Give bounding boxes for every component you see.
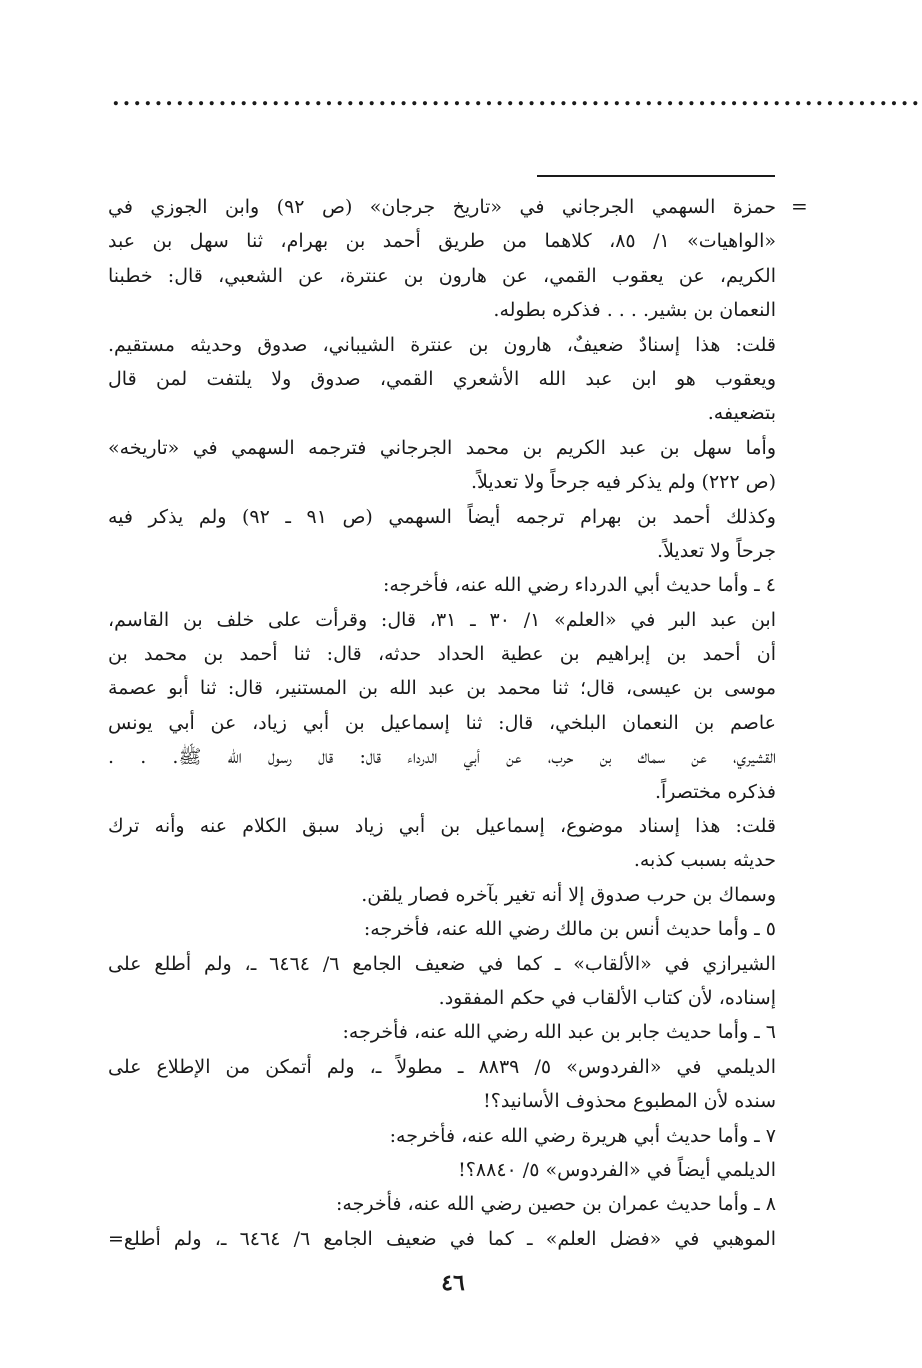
text-line: حديثه بسبب كذبه. bbox=[633, 849, 776, 872]
text-line: الموهبي في «فضل العلم» ـ كما في ضعيف الجامع ٦/ ٦٤٦٤ ـ، ولم أطلع= bbox=[108, 1227, 776, 1250]
text-line: سنده لأن المطبوع محذوف الأسانيد؟! bbox=[483, 1090, 776, 1113]
text-line: وسماك بن حرب صدوق إلا أنه تغير بآخره فصار يلقن. bbox=[361, 883, 776, 906]
footnote-text bbox=[108, 190, 776, 1256]
text-line: عاصم بن النعمان البلخي، قال: ثنا إسماعيل بن أبي زياد، عن أبي يونس bbox=[108, 711, 776, 734]
text-line: أن أحمد بن إبراهيم بن عطية الحداد حدثه، قال: ثنا أحمد بن محمد بن bbox=[108, 643, 776, 666]
text-line: وأما سهل بن عبد الكريم بن محمد الجرجاني فترجمه السهمي في «تاريخه» bbox=[108, 436, 776, 459]
text-line: بتضعيفه. bbox=[707, 402, 776, 425]
footnote-separator bbox=[537, 175, 775, 177]
footnote-continuation-mark: = bbox=[791, 194, 808, 218]
text-line: الديلمي في «الفردوس» ٥/ ٨٨٣٩ ـ مطولاً ـ، ولم أتمكن من الإطلاع على bbox=[108, 1055, 776, 1078]
text-line: موسى بن عيسى، قال؛ ثنا محمد بن عبد الله بن المستنير، قال: ثنا أبو عصمة bbox=[108, 677, 776, 700]
text-line: قلت: هذا إسنادٌ ضعيفٌ، هارون بن عنترة الشيباني، صدوق وحديثه مستقيم. bbox=[108, 333, 776, 356]
text-line: جرحاً ولا تعديلاً. bbox=[657, 539, 776, 562]
text-line: ٦ ـ وأما حديث جابر بن عبد الله رضي الله عنه، فأخرجه: bbox=[342, 1021, 776, 1044]
text-line: وكذلك أحمد بن بهرام ترجمه أيضاً السهمي (ص ٩١ ـ ٩٢) ولم يذكر فيه bbox=[108, 505, 776, 528]
text-line: ٥ ـ وأما حديث أنس بن مالك رضي الله عنه، فأخرجه: bbox=[363, 918, 776, 941]
header-dotted-rule: ............................................................................ bbox=[112, 85, 922, 111]
text-line: النعمان بن بشير. . . . فذكره بطوله. bbox=[493, 299, 776, 322]
text-line: الشيرازي في «الألقاب» ـ كما في ضعيف الجامع ٦/ ٦٤٦٤ ـ، ولم أطلع على bbox=[108, 952, 776, 975]
text-line: ويعقوب هو ابن عبد الله الأشعري القمي، صدوق ولا يلتفت لمن قال bbox=[108, 367, 776, 390]
text-line: الكريم، عن يعقوب القمي، عن هارون بن عنترة، عن الشعبي، قال: خطبنا bbox=[108, 264, 776, 287]
page-number: ٤٦ bbox=[441, 1270, 465, 1296]
text-line: القشيري، عن سماك بن حرب، عن أبي الدرداء قال: قال رسول الله ﷺ. . . bbox=[108, 746, 776, 769]
text-line: ابن عبد البر في «العلم» ١/ ٣٠ ـ ٣١، قال: وقرأت على خلف بن القاسم، bbox=[108, 608, 776, 631]
text-line: (ص ٢٢٢) ولم يذكر فيه جرحاً ولا تعديلاً. bbox=[471, 471, 776, 494]
text-line: حمزة السهمي الجرجاني في «تاريخ جرجان» (ص ٩٢) وابن الجوزي في bbox=[108, 196, 776, 218]
text-line: إسناده، لأن كتاب الألقاب في حكم المفقود. bbox=[438, 986, 776, 1009]
text-line: ٧ ـ وأما حديث أبي هريرة رضي الله عنه، فأخرجه: bbox=[389, 1124, 776, 1147]
text-line: ٨ ـ وأما حديث عمران بن حصين رضي الله عنه، فأخرجه: bbox=[336, 1193, 776, 1216]
text-line: ٤ ـ وأما حديث أبي الدرداء رضي الله عنه، فأخرجه: bbox=[382, 574, 776, 597]
text-line: الديلمي أيضاً في «الفردوس» ٥/ ٨٨٤٠؟! bbox=[458, 1158, 776, 1181]
text-line: قلت: هذا إسناد موضوع، إسماعيل بن أبي زياد سبق الكلام عنه وأنه ترك bbox=[108, 815, 776, 838]
text-line: «الواهيات» ١/ ٨٥، كلاهما من طريق أحمد بن بهرام، ثنا سهل بن عبد bbox=[108, 230, 776, 253]
text-line: فذكره مختصراً. bbox=[654, 780, 776, 803]
